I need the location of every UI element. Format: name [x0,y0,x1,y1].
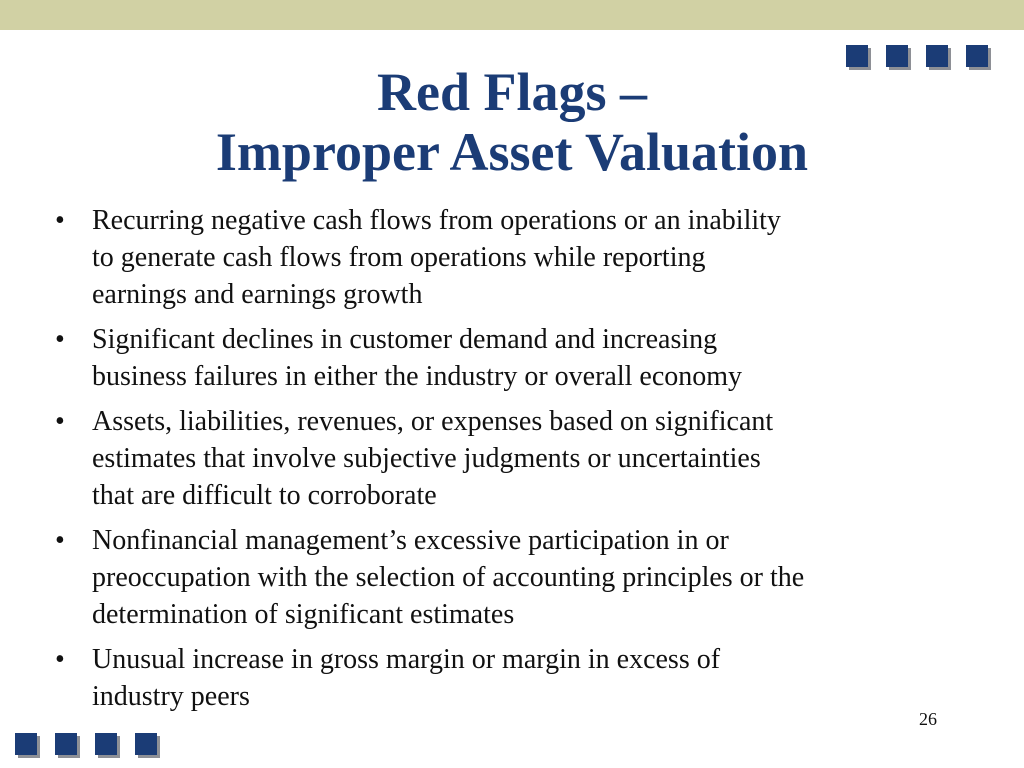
bullet-marker: • [55,205,65,236]
bullet-text-line: Recurring negative cash flows from operations or an inability [92,205,781,236]
decorative-square [95,733,117,755]
bullet-text-line: that are difficult to corroborate [92,480,437,511]
decorative-square [135,733,157,755]
decorative-square [15,733,37,755]
bullet-item [55,403,967,514]
bullet-item [55,321,967,395]
bullet-text-line: estimates that involve subjective judgments or uncertainties [92,443,761,474]
bullet-text-line: to generate cash flows from operations while reporting [92,242,706,273]
top-accent-bar [0,0,1024,30]
bullet-text-line: industry peers [92,681,250,712]
bullet-marker: • [55,406,65,437]
bullet-marker: • [55,644,65,675]
bullet-item [55,641,967,715]
bullet-text-line: determination of significant estimates [92,599,515,630]
slide-title [0,62,1024,182]
bullet-text-line: Nonfinancial management’s excessive participation in or [92,525,729,556]
decorative-square [55,733,77,755]
bullet-item [55,522,967,633]
bullet-text-line: preoccupation with the selection of accounting principles or the [92,562,805,593]
bullet-text-line: Assets, liabilities, revenues, or expenses based on significant [92,406,774,437]
bullet-list [55,202,967,723]
bullet-marker: • [55,324,65,355]
slide-title-line-2: Improper Asset Valuation [215,122,809,182]
slide-title-line-1: Red Flags – [377,62,647,122]
bullet-text-line: Significant declines in customer demand and increasing [92,324,718,355]
bullet-text-line: Unusual increase in gross margin or margin in excess of [92,644,721,675]
page-number: 26 [919,709,937,729]
bullet-marker: • [55,525,65,556]
bullet-item [55,202,967,313]
bullet-text-line: earnings and earnings growth [92,279,423,310]
bullet-text-line: business failures in either the industry or overall economy [92,361,743,392]
bottom-left-square-group [15,733,157,755]
